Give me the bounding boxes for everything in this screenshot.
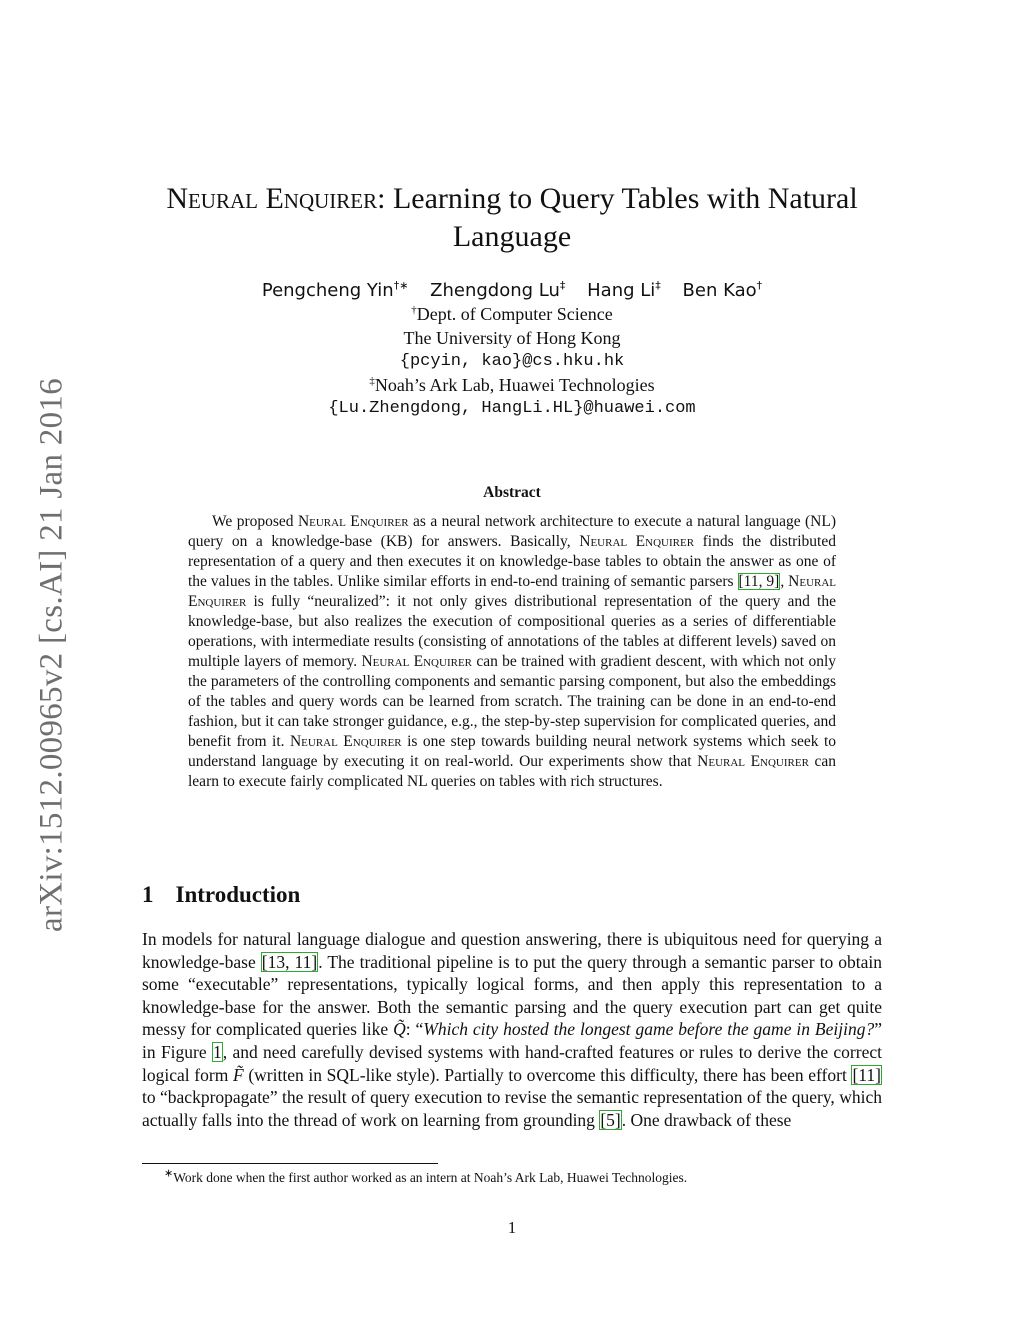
example-query: Which city hosted the longest game before the game in Beijing?: [423, 1019, 875, 1040]
affiliation-lab: ‡Noah’s Ark Lab, Huawei Technologies: [369, 374, 655, 395]
footnote: ∗Work done when the first author worked as an intern at Noah’s Ark Lab, Huawei Technologies.: [164, 1167, 688, 1185]
section-number: 1: [142, 882, 154, 907]
paper-title: [140, 180, 884, 256]
author: Zhengdong Lu‡: [430, 279, 566, 301]
author-list: [140, 278, 884, 304]
figure-link[interactable]: 1: [212, 1041, 222, 1062]
section-title: Introduction: [175, 882, 301, 907]
email-hku: {pcyin, kao}@cs.hku.hk: [399, 352, 625, 371]
title-rest: : Learning to Query Tables with Natural: [377, 182, 858, 215]
arxiv-identifier: arXiv:1512.00965v2 [cs.AI] 21 Jan 2016: [33, 378, 70, 932]
math-symbol: Q̃: [393, 1019, 406, 1040]
citation-link[interactable]: [11]: [852, 1064, 881, 1085]
citation-link[interactable]: [5]: [600, 1109, 621, 1130]
section-heading: [142, 882, 300, 908]
author: Ben Kao†: [682, 279, 763, 301]
author: Pengcheng Yin†∗: [261, 279, 409, 301]
system-name: Neural Enquirer: [361, 653, 472, 670]
title-line2: Language: [452, 220, 572, 253]
author: Hang Li‡: [587, 279, 661, 301]
abstract-heading: Abstract: [483, 484, 541, 501]
email-huawei: {Lu.Zhengdong, HangLi.HL}@huawei.com: [328, 399, 696, 418]
affiliations: [140, 303, 884, 421]
footnote-rule: [142, 1163, 438, 1164]
system-name: Neural Enquirer: [579, 533, 695, 550]
affiliation-univ: The University of Hong Kong: [403, 327, 621, 348]
citation-link[interactable]: [11, 9]: [738, 573, 780, 590]
system-name: Neural Enquirer: [188, 573, 837, 610]
title-system-name: Neural Enquirer: [166, 182, 378, 215]
system-name: Neural Enquirer: [289, 733, 402, 750]
system-name: Neural Enquirer: [697, 753, 809, 770]
affiliation-dept: †Dept. of Computer Science: [411, 304, 613, 324]
math-symbol: F̃: [232, 1064, 244, 1085]
intro-paragraph: In models for natural language dialogue and question answering, there is ubiquitous need for querying a knowledge-base [13, 11]. The traditional pipeline is to put the query through a semantic parser to obtain some “executable” representations, typically logical forms, and then apply this representation to a knowledge-base for the answer. Both the semantic parsing and the query execution part can get quite messy for complicated queries like Q̃: “Which city hosted the longest game before the game in Beijing?” in Figure 1, and need carefully devised systems with hand-crafted features or rules to derive the correct logical form F̃ (written in SQL-like style). Partially to overcome this difficulty, there has been effort [11] to “backpropagate” the result of query execution to revise the semantic representation of the query, which actually falls into the thread of work on learning from grounding [5]. One drawback of these: [142, 929, 882, 1130]
page-number: 1: [507, 1218, 517, 1237]
abstract-body: We proposed Neural Enquirer as a neural network architecture to execute a natural language (NL) query on a knowledge-base (KB) for answers. Basically, Neural Enquirer finds the distributed representation of a query and then executes it on knowledge-base tables to obtain the answer as one of the values in the tables. Unlike similar efforts in end-to-end training of semantic parsers [11, 9], Neural Enquirer is fully “neuralized”: it not only gives distributional representation of the query and the knowledge-base, but also realizes the execution of compositional queries as a series of differentiable operations, with intermediate results (consisting of annotations of the tables at different levels) saved on multiple layers of memory. Neural Enquirer can be trained with gradient descent, with which not only the parameters of the controlling components and semantic parsing component, but also the embeddings of the tables and query words can be learned from scratch. The training can be done in an end-to-end fashion, but it can take stronger guidance, e.g., the step-by-step supervision for complicated queries, and benefit from it. Neural Enquirer is one step towards building neural network systems which seek to understand language by executing it on real-world. Our experiments show that Neural Enquirer can learn to execute fairly complicated NL queries on tables with rich structures.: [188, 513, 837, 790]
system-name: Neural Enquirer: [297, 513, 409, 530]
citation-link[interactable]: [13, 11]: [261, 951, 318, 972]
